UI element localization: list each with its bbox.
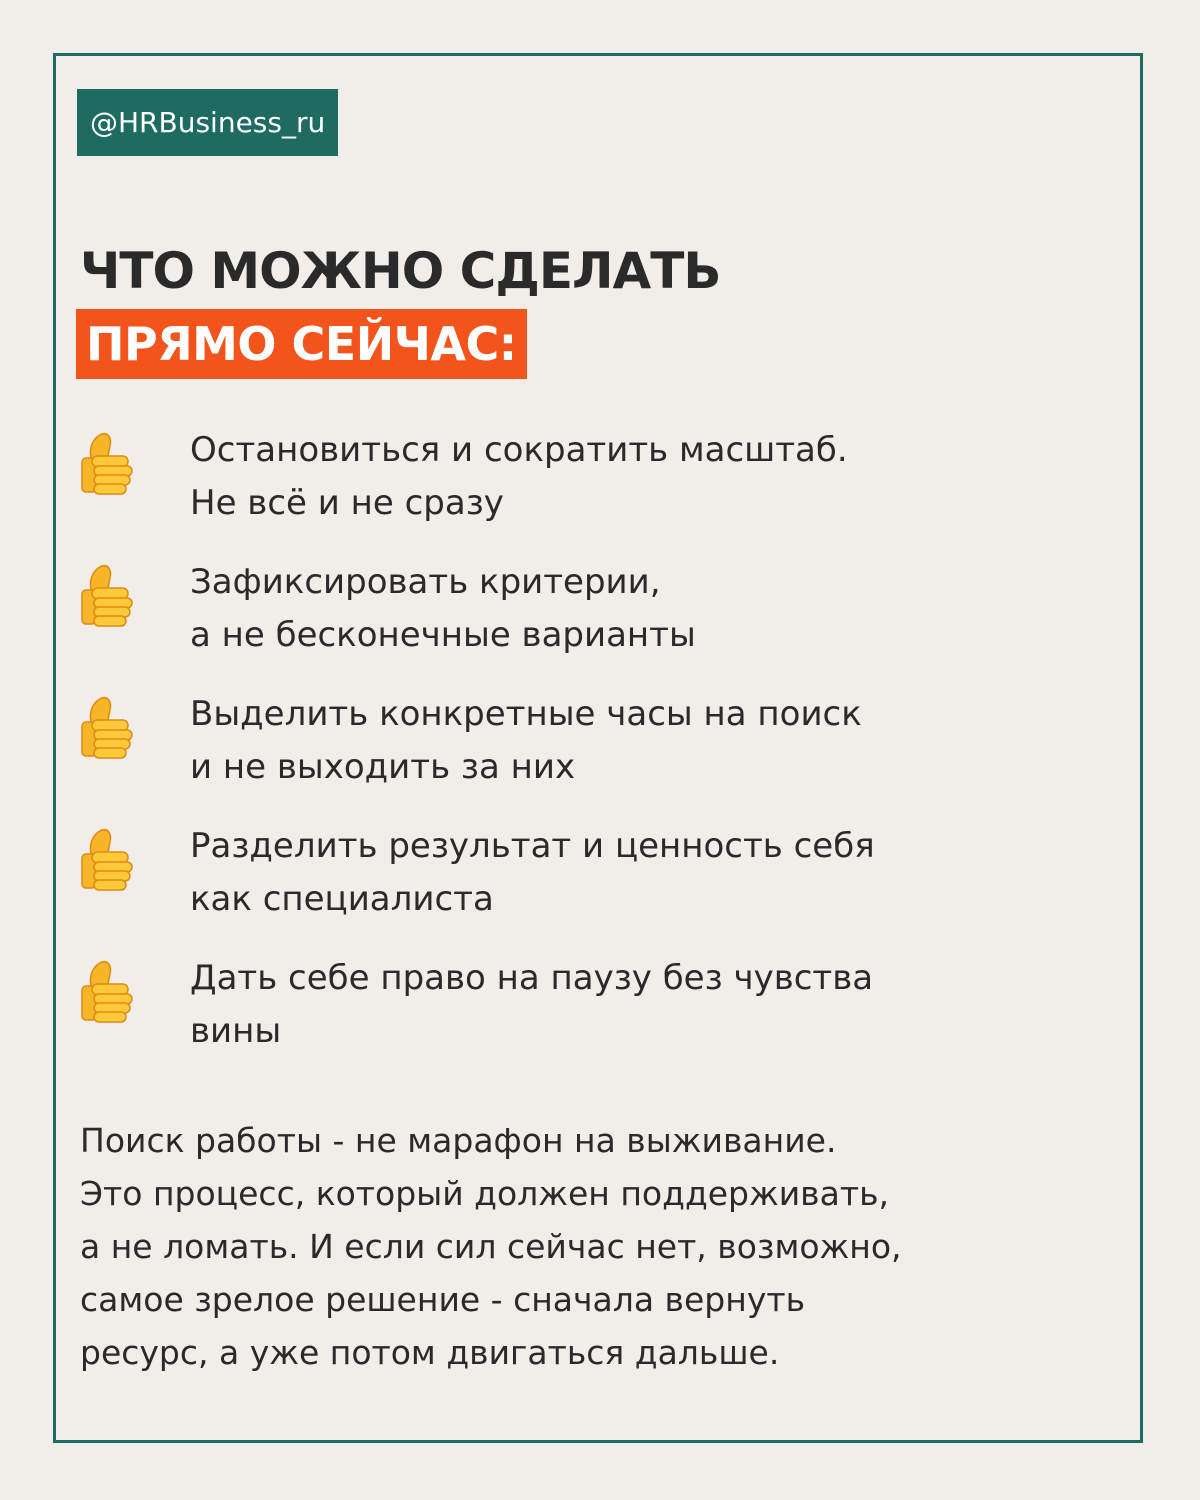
closing-line: Это процесс, который должен поддерживать, [80, 1174, 890, 1213]
page-title-highlight: ПРЯМО СЕЙЧАС: [76, 309, 527, 379]
page-title-line1: ЧТО МОЖНО СДЕЛАТЬ [80, 242, 721, 300]
list-item-text [190, 688, 862, 794]
closing-line: самое зрелое решение - сначала вернуть [80, 1280, 806, 1319]
list-item-text [190, 556, 696, 662]
account-handle-badge: @HRBusiness_ru [77, 89, 338, 156]
list-item-line1: Дать себе право на паузу без чувства [190, 958, 874, 998]
list-item-line2: а не бесконечные варианты [190, 615, 696, 655]
list-item [78, 820, 1118, 952]
list-item-text [190, 952, 873, 1058]
list-item-text [190, 424, 848, 530]
thumbs-up-icon [78, 958, 138, 1024]
list-item [78, 688, 1118, 820]
list-item-line1: Зафиксировать критерии, [190, 562, 661, 602]
list-item [78, 424, 1118, 556]
list-item [78, 952, 1118, 1084]
thumbs-up-icon [78, 430, 138, 496]
thumbs-up-icon [78, 694, 138, 760]
list-item-line2: как специалиста [190, 879, 494, 919]
closing-line: а не ломать. И если сил сейчас нет, возможно, [80, 1227, 902, 1266]
closing-line: ресурс, а уже потом двигаться дальше. [80, 1333, 780, 1372]
list-item-line2: и не выходить за них [190, 747, 576, 787]
list-item [78, 556, 1118, 688]
list-item-text [190, 820, 875, 926]
list-item-line2: вины [190, 1011, 282, 1051]
thumbs-up-icon [78, 826, 138, 892]
list-item-line1: Остановиться и сократить масштаб. [190, 430, 848, 470]
list-item-line1: Выделить конкретные часы на поиск [190, 694, 862, 734]
list-item-line1: Разделить результат и ценность себя [190, 826, 875, 866]
list-item-line2: Не всё и не сразу [190, 483, 504, 523]
tips-list [78, 424, 1118, 1084]
thumbs-up-icon [78, 562, 138, 628]
closing-paragraph [80, 1114, 902, 1379]
closing-line: Поиск работы - не марафон на выживание. [80, 1121, 837, 1160]
